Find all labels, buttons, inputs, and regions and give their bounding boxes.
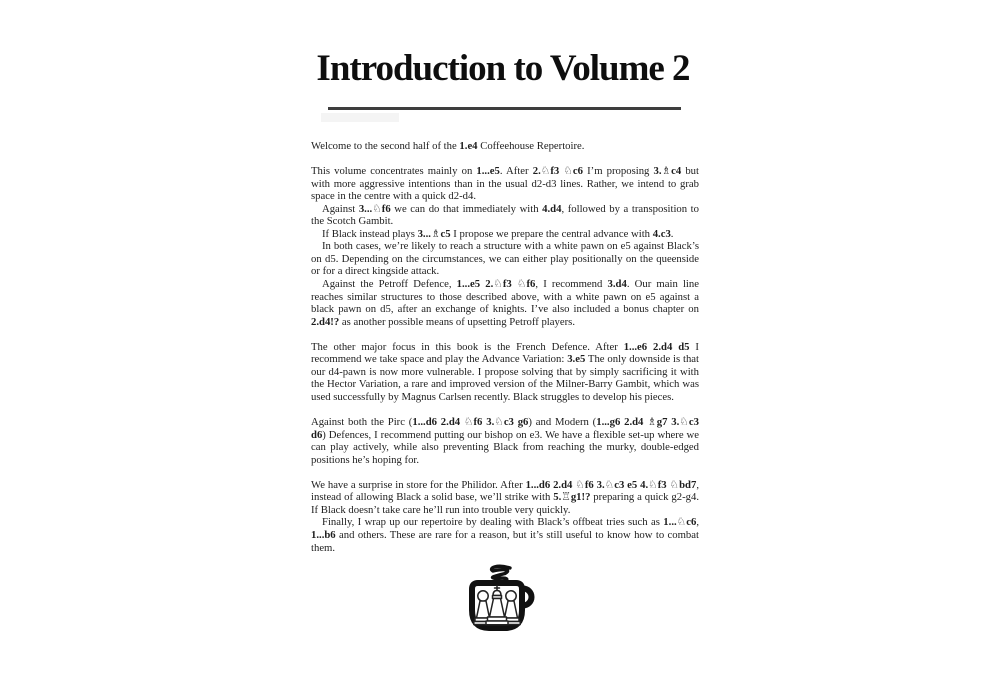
publisher-logo — [453, 551, 553, 653]
steam-icon — [492, 566, 510, 582]
page-title: Introduction to Volume 2 — [316, 48, 690, 89]
paragraph: Against the Petroff Defence, 1...e5 2.♘f3 ♘f6, I recommend 3.d4. Our main line reaches similar structures to those described above, with a white pawn on e5 against a black pawn on d5, after an exchange of knights. I’ve also included a bonus chapter on 2.d4!? as another possible means of upsetting Petroff players. — [311, 278, 699, 328]
paragraph: This volume concentrates mainly on 1...e5. After 2.♘f3 ♘c6 I’m proposing 3.♗c4 but with more aggressive intentions than in the usual d2-d3 lines. Rather, we intend to grab space in the centre with a quick d2-d4. — [311, 165, 699, 203]
paragraph: Finally, I wrap up our repertoire by dealing with Black’s offbeat tries such as 1...♘c6, 1...b6 and others. These are rare for a reason, but it’s still useful to know how to combat them. — [311, 516, 699, 554]
chess-pieces-icon — [474, 586, 520, 625]
paragraph: In both cases, we’re likely to reach a structure with a white pawn on e5 against Black’s on d5. Depending on the circumstances, we can either play positionally on the queenside or for a direct kingside attack. — [311, 240, 699, 278]
paragraph: Against both the Pirc (1...d6 2.d4 ♘f6 3.♘c3 g6) and Modern (1...g6 2.d4 ♗g7 3.♘c3 d6) Defences, I recommend putting our bishop on e3. We have a flexible set-up where we can play actively, while also preventing Black from reaching the murky, double-edged positions he’s hoping for. — [311, 416, 699, 466]
paragraph: The other major focus in this book is the French Defence. After 1...e6 2.d4 d5 I recommend we take space and play the Advance Variation: 3.e5 The only downside is that our d4-pawn is now more vulnerable. I propose solving that by simply sacrificing it with the Hector Variation, a rare and improved version of the Milner-Barry Gambit, which was used successfully by Magnus Carlsen recently. Black struggles to develop his pieces. — [311, 340, 700, 403]
paragraph: We have a surprise in store for the Philidor. After 1...d6 2.d4 ♘f6 3.♘c3 e5 4.♘f3 ♘bd7, instead of allowing Black a solid base, we’ll strike with 5.♖g1!? preparing a quick g2-g4. If Black doesn’t take care he’ll run into trouble very quickly. — [311, 478, 699, 516]
scan-artifact — [321, 113, 399, 122]
paragraph: Welcome to the second half of the 1.e4 Coffeehouse Repertoire. — [311, 140, 585, 152]
paragraph: If Black instead plays 3...♗c5 I propose we prepare the central advance with 4.c3. — [322, 227, 674, 240]
body-text — [311, 140, 699, 554]
paragraph: Against 3...♘f6 we can do that immediately with 4.d4, followed by a transposition to the Scotch Gambit. — [311, 202, 699, 228]
title-rule — [328, 107, 681, 110]
